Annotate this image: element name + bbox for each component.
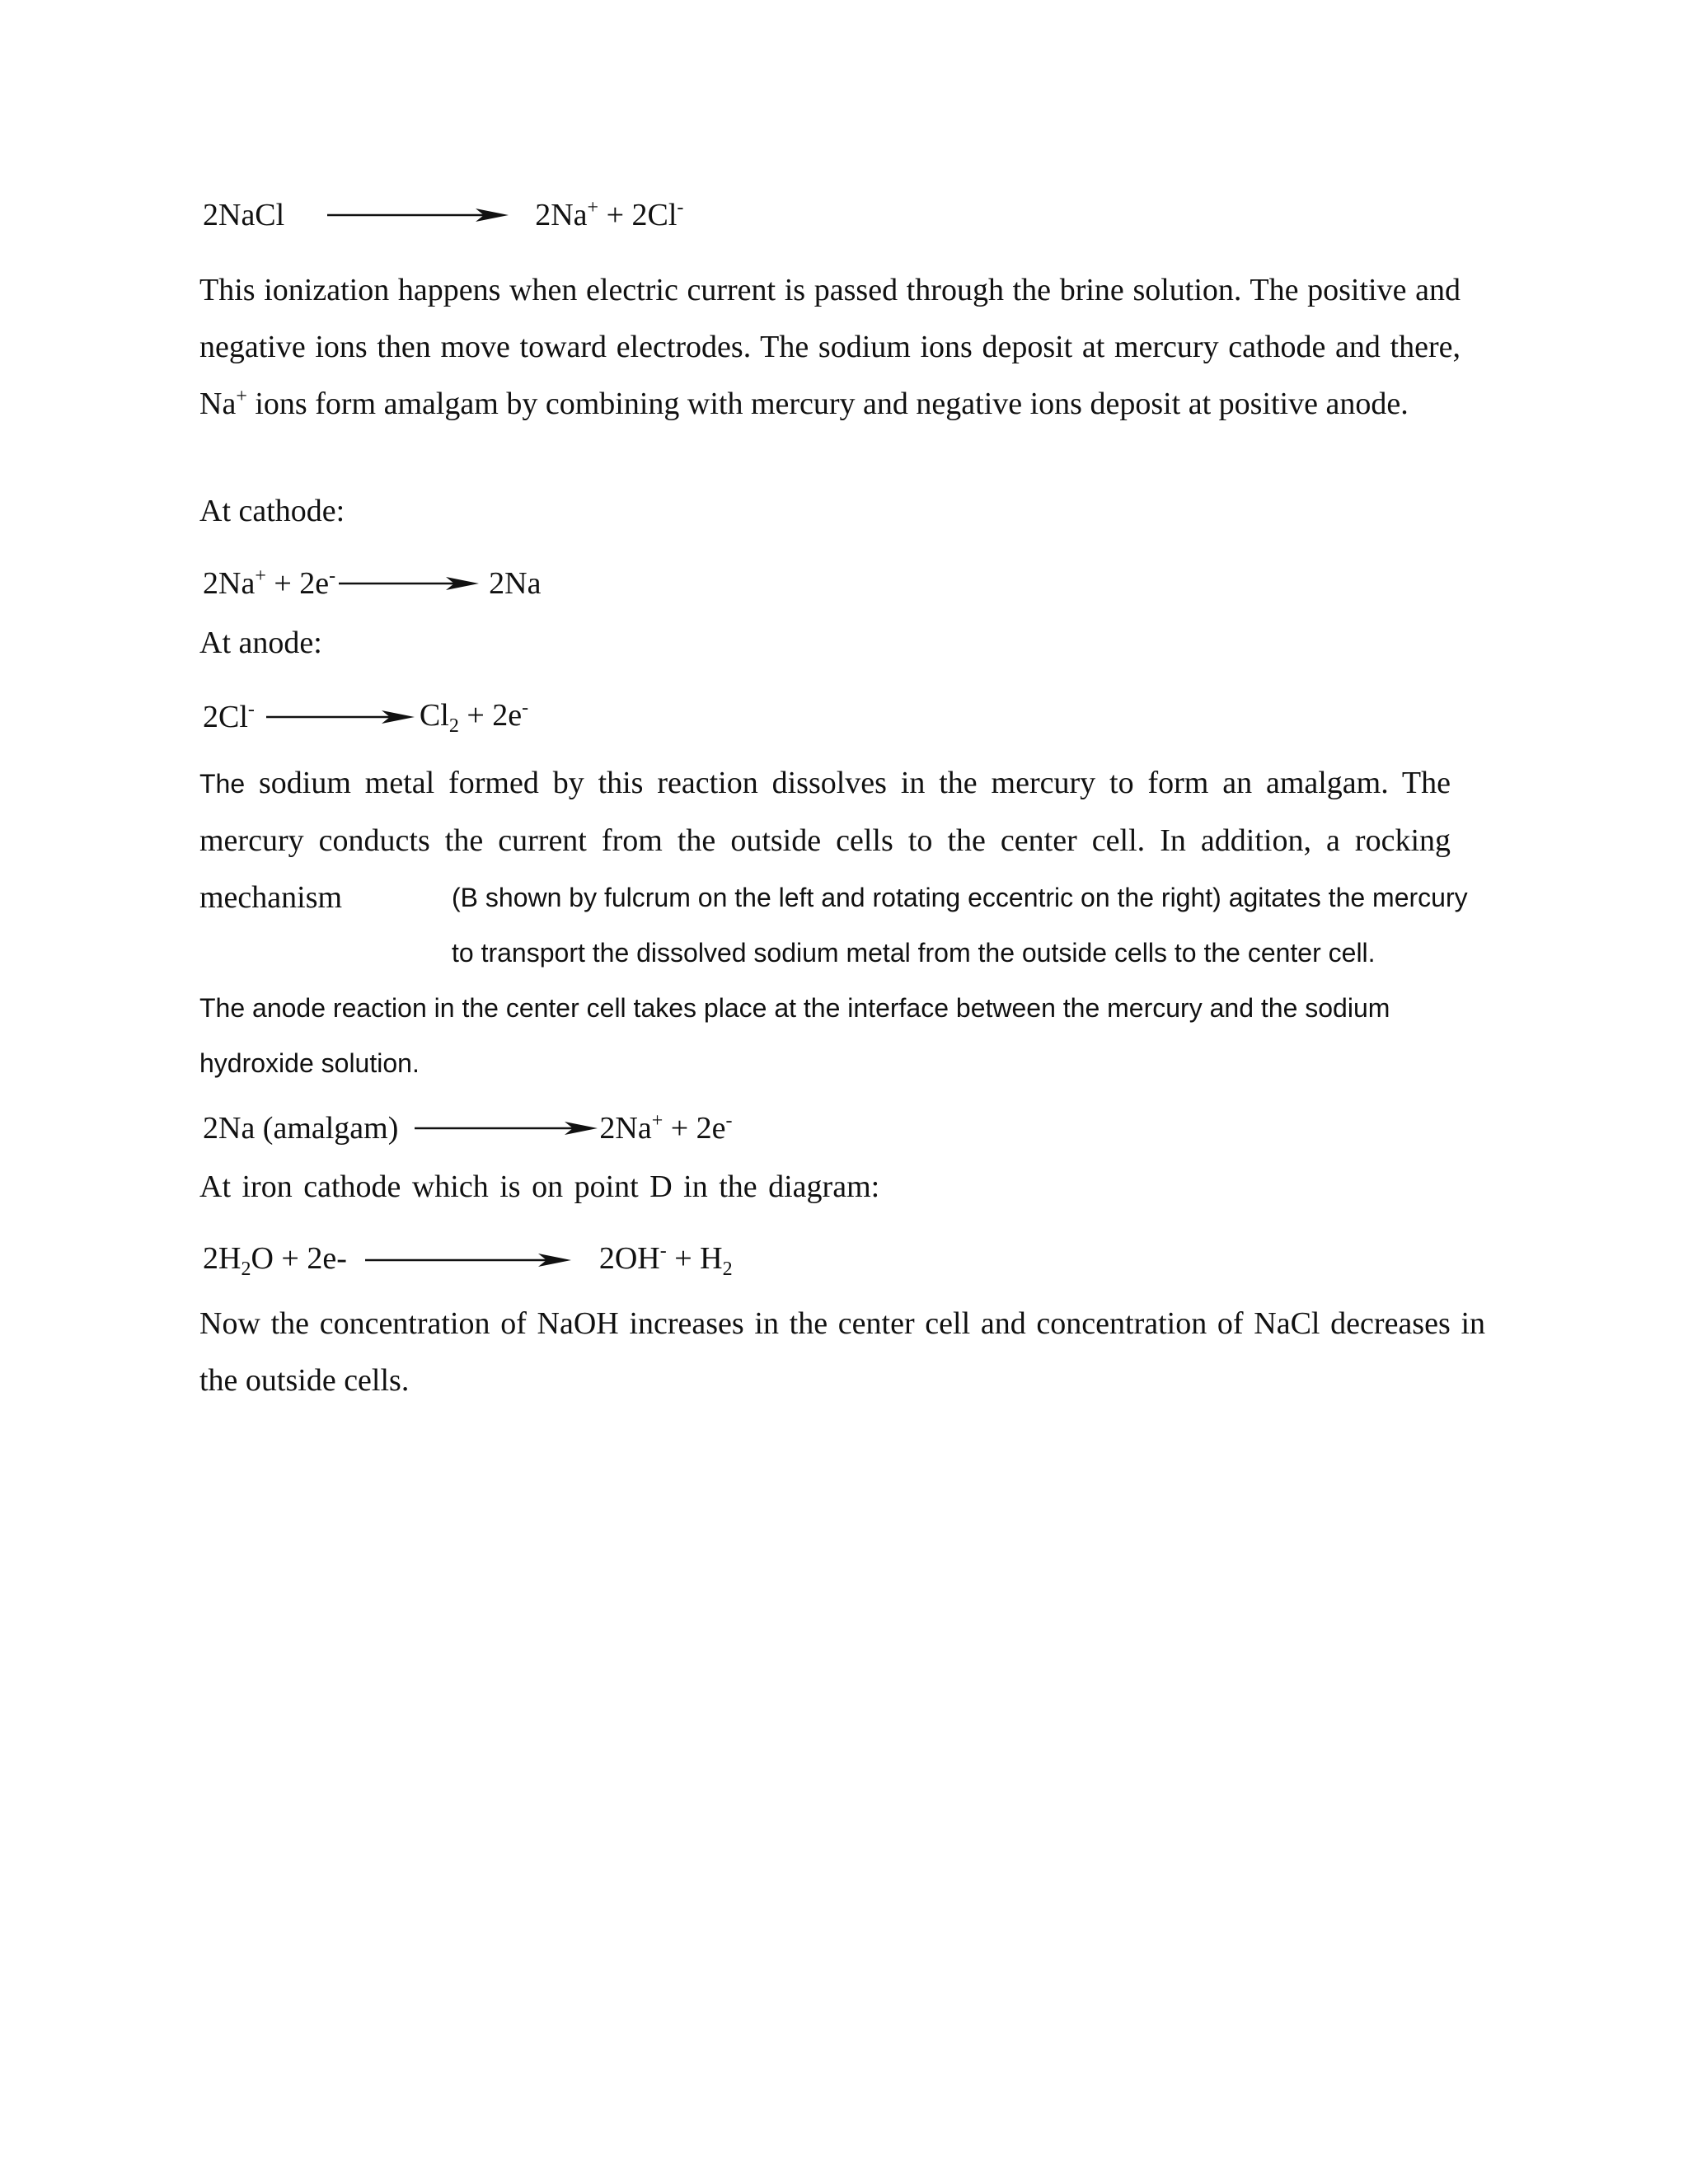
equation-ionization [203, 194, 683, 236]
equation-anode [203, 696, 528, 738]
equation-product: 2Na+ + 2Cl- [535, 197, 684, 232]
equation-iron-cathode [203, 1240, 733, 1281]
heading-at-cathode: At cathode: [199, 494, 345, 528]
equation-reactant: 2Na+ + 2e- [203, 565, 336, 601]
paragraph-concentration: Now the concentration of NaOH increases in the center cell and concentration of NaCl decreases in the outside cells. [199, 1306, 1485, 1398]
equation-reactant: 2Cl- [203, 699, 255, 734]
equation-product: 2Na [489, 566, 542, 601]
reaction-arrow-icon [339, 575, 479, 592]
equation-reactant: $2H_2O + 2e-$ [203, 1240, 347, 1280]
equation-product: $2OH^- + H_2$ [598, 1240, 733, 1280]
heading-at-iron-cathode: At iron cathode which is on point D in the diagram: [199, 1169, 880, 1204]
paragraph-anode-reaction: The anode reaction in the center cell takes place at the interface between the mercury and the sodium hydroxide solution. [199, 993, 1390, 1078]
reaction-arrow-icon [365, 1252, 571, 1268]
heading-at-anode: At anode: [199, 626, 322, 660]
reaction-arrow-icon [415, 1120, 598, 1137]
equation-product: $Cl_2 + 2e^-$ [419, 696, 529, 737]
paragraph-ionization: This ionization happens when electric current is passed through the brine solution. The positive and negative ions then move toward electrodes. The sodium ions deposit at mercury cathode and there, Na+ ions form amalgam by combining with mercury and negative ions deposit at positive anode. [199, 273, 1461, 421]
equation-amalgam [203, 1108, 733, 1149]
reaction-arrow-icon [327, 207, 509, 223]
equation-cathode [203, 563, 541, 604]
equation-reactant: 2NaCl [203, 198, 285, 232]
reaction-arrow-icon [266, 709, 415, 725]
paragraph-rocking-mechanism: (B shown by fulcrum on the left and rotating eccentric on the right) agitates the mercury to transport the dissolved sodium metal from the outside cells to the center cell. [452, 883, 1468, 968]
equation-product: 2Na+ + 2e- [599, 1110, 733, 1146]
paragraph-amalgam: The sodium metal formed by this reaction dissolves in the mercury to form an amalgam. The mercury conducts the current from the outside cells to the center cell. In addition, a rocking mechanism [199, 766, 1451, 915]
equation-reactant: 2Na (amalgam) [203, 1111, 399, 1146]
